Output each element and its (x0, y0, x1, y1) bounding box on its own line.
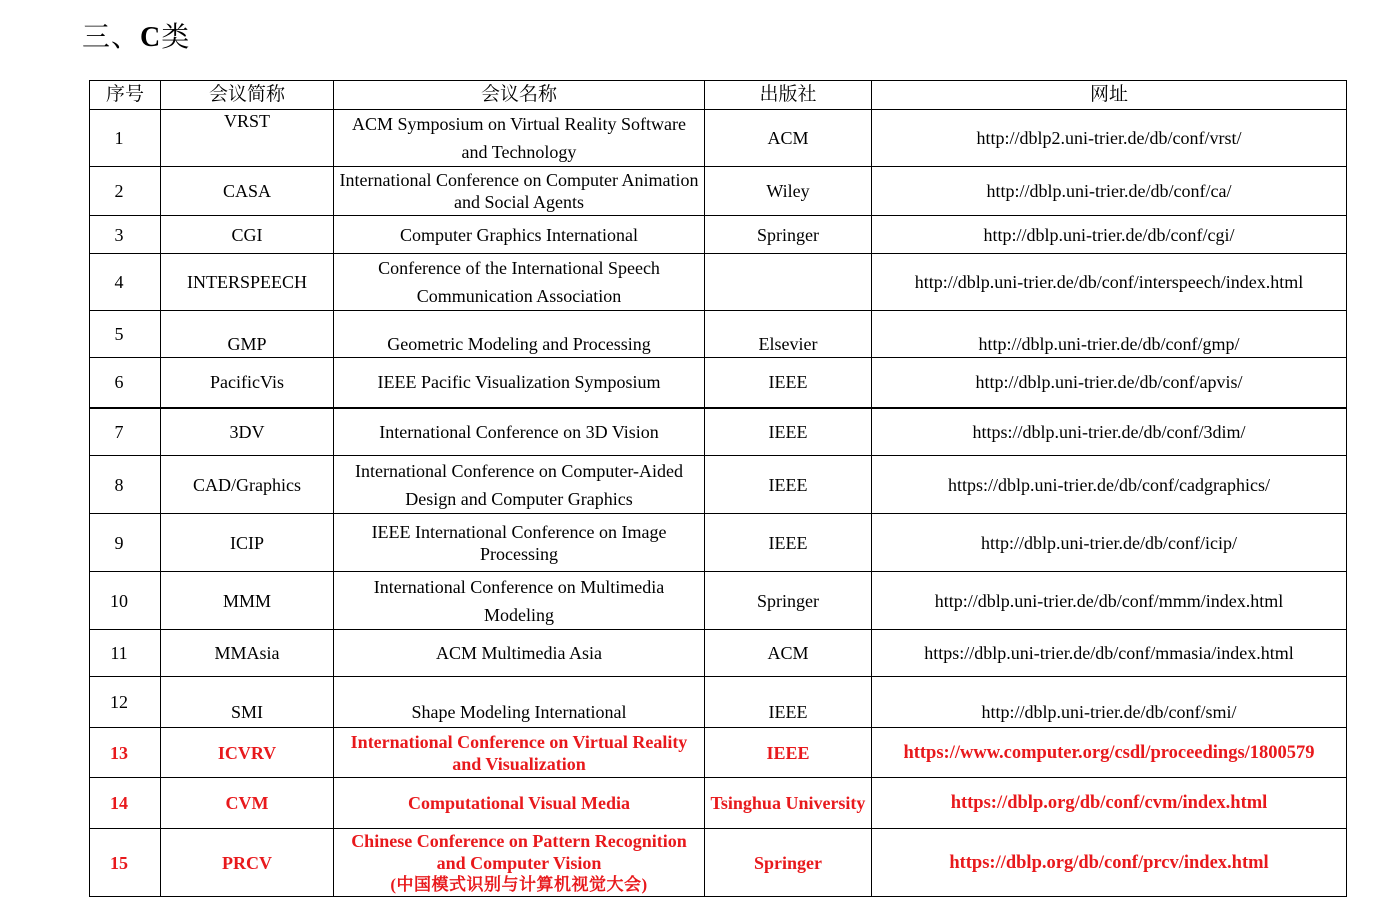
row-url[interactable]: http://dblp.uni-trier.de/db/conf/cgi/ (872, 216, 1347, 254)
row-name: International Conference on Computer-Aided Design and Computer Graphics (334, 456, 705, 514)
row-url[interactable]: https://dblp.uni-trier.de/db/conf/3dim/ (872, 408, 1347, 456)
row-publisher: ACM (705, 110, 872, 167)
row-index: 4 (90, 254, 161, 311)
row-url[interactable]: https://dblp.org/db/conf/cvm/index.html (872, 778, 1347, 829)
row-name: ACM Symposium on Virtual Reality Software and Technology (334, 110, 705, 167)
header-publisher: 出版社 (705, 81, 872, 110)
table-row (90, 630, 1347, 677)
section-title-suffix: 类 (161, 22, 191, 53)
row-index: 6 (90, 358, 161, 408)
row-publisher: IEEE (705, 456, 872, 514)
row-url[interactable]: https://dblp.uni-trier.de/db/conf/mmasia/index.html (872, 630, 1347, 677)
row-publisher: Tsinghua University (705, 778, 872, 829)
row-publisher: IEEE (705, 514, 872, 572)
row-abbr: CASA (161, 167, 334, 216)
section-title-letter: C (140, 22, 162, 53)
row-name: Shape Modeling International (334, 677, 705, 728)
row-index: 15 (90, 829, 161, 897)
row-url[interactable]: http://dblp.uni-trier.de/db/conf/gmp/ (872, 311, 1347, 358)
row-url[interactable]: https://dblp.org/db/conf/prcv/index.html (872, 829, 1347, 897)
row-publisher (705, 254, 872, 311)
row-publisher: IEEE (705, 408, 872, 456)
row-abbr: MMAsia (161, 630, 334, 677)
row-index: 14 (90, 778, 161, 829)
row-index: 2 (90, 167, 161, 216)
header-index: 序号 (90, 81, 161, 110)
table-row (90, 456, 1347, 514)
row-publisher: Wiley (705, 167, 872, 216)
table-row (90, 677, 1347, 728)
table-row (90, 216, 1347, 254)
row-abbr: PRCV (161, 829, 334, 897)
row-publisher: Springer (705, 572, 872, 630)
row-name: Geometric Modeling and Processing (334, 311, 705, 358)
row-publisher: IEEE (705, 728, 872, 778)
table-row (90, 408, 1347, 456)
row-abbr: MMM (161, 572, 334, 630)
row-index: 1 (90, 110, 161, 167)
row-url[interactable]: https://www.computer.org/csdl/proceedings/1800579 (872, 728, 1347, 778)
header-name: 会议名称 (334, 81, 705, 110)
row-abbr: CVM (161, 778, 334, 829)
row-name: International Conference on 3D Vision (334, 408, 705, 456)
row-name: International Conference on Virtual Reality and Visualization (334, 728, 705, 778)
row-index: 5 (90, 311, 161, 358)
table-row (90, 311, 1347, 358)
table-row (90, 110, 1347, 167)
header-url: 网址 (872, 81, 1347, 110)
row-name: International Conference on Computer Animation and Social Agents (334, 167, 705, 216)
table-row (90, 728, 1347, 778)
row-publisher: Springer (705, 829, 872, 897)
row-url[interactable]: http://dblp.uni-trier.de/db/conf/apvis/ (872, 358, 1347, 408)
table-row (90, 572, 1347, 630)
row-index: 13 (90, 728, 161, 778)
row-index: 7 (90, 408, 161, 456)
row-name: Conference of the International Speech Communication Association (334, 254, 705, 311)
header-abbr: 会议简称 (161, 81, 334, 110)
row-abbr: ICIP (161, 514, 334, 572)
section-title-prefix: 三、 (82, 22, 141, 53)
row-name: IEEE International Conference on Image Processing (334, 514, 705, 572)
row-url[interactable]: http://dblp.uni-trier.de/db/conf/interspeech/index.html (872, 254, 1347, 311)
row-abbr: ICVRV (161, 728, 334, 778)
table-row (90, 358, 1347, 408)
row-index: 9 (90, 514, 161, 572)
row-index: 8 (90, 456, 161, 514)
row-abbr: VRST (161, 110, 334, 167)
section-title (82, 18, 190, 58)
row-index: 11 (90, 630, 161, 677)
row-abbr: 3DV (161, 408, 334, 456)
table-row (90, 167, 1347, 216)
row-url[interactable]: http://dblp.uni-trier.de/db/conf/ca/ (872, 167, 1347, 216)
row-name: Computational Visual Media (334, 778, 705, 829)
row-index: 12 (90, 677, 161, 728)
row-url[interactable]: http://dblp.uni-trier.de/db/conf/icip/ (872, 514, 1347, 572)
row-url[interactable]: http://dblp.uni-trier.de/db/conf/mmm/index.html (872, 572, 1347, 630)
table-row (90, 778, 1347, 829)
table-header-row (90, 81, 1347, 110)
row-url[interactable]: http://dblp2.uni-trier.de/db/conf/vrst/ (872, 110, 1347, 167)
row-abbr: INTERSPEECH (161, 254, 334, 311)
row-name-cell (334, 829, 705, 897)
row-index: 10 (90, 572, 161, 630)
row-abbr: PacificVis (161, 358, 334, 408)
row-publisher: ACM (705, 630, 872, 677)
row-name: ACM Multimedia Asia (334, 630, 705, 677)
row-name: International Conference on Multimedia Modeling (334, 572, 705, 630)
row-abbr: CAD/Graphics (161, 456, 334, 514)
table-row (90, 254, 1347, 311)
row-publisher: Springer (705, 216, 872, 254)
row-name: Chinese Conference on Pattern Recognition and Computer Vision (351, 830, 687, 873)
row-abbr: SMI (161, 677, 334, 728)
row-abbr: CGI (161, 216, 334, 254)
row-url[interactable]: https://dblp.uni-trier.de/db/conf/cadgraphics/ (872, 456, 1347, 514)
row-publisher: IEEE (705, 677, 872, 728)
row-publisher: IEEE (705, 358, 872, 408)
conference-table (89, 80, 1347, 897)
row-name: IEEE Pacific Visualization Symposium (334, 358, 705, 408)
row-name: Computer Graphics International (334, 216, 705, 254)
row-url[interactable]: http://dblp.uni-trier.de/db/conf/smi/ (872, 677, 1347, 728)
table-row (90, 514, 1347, 572)
row-name-cn: (中国模式识别与计算机视觉大会) (390, 874, 648, 894)
row-abbr: GMP (161, 311, 334, 358)
row-index: 3 (90, 216, 161, 254)
row-publisher: Elsevier (705, 311, 872, 358)
table-row (90, 829, 1347, 897)
